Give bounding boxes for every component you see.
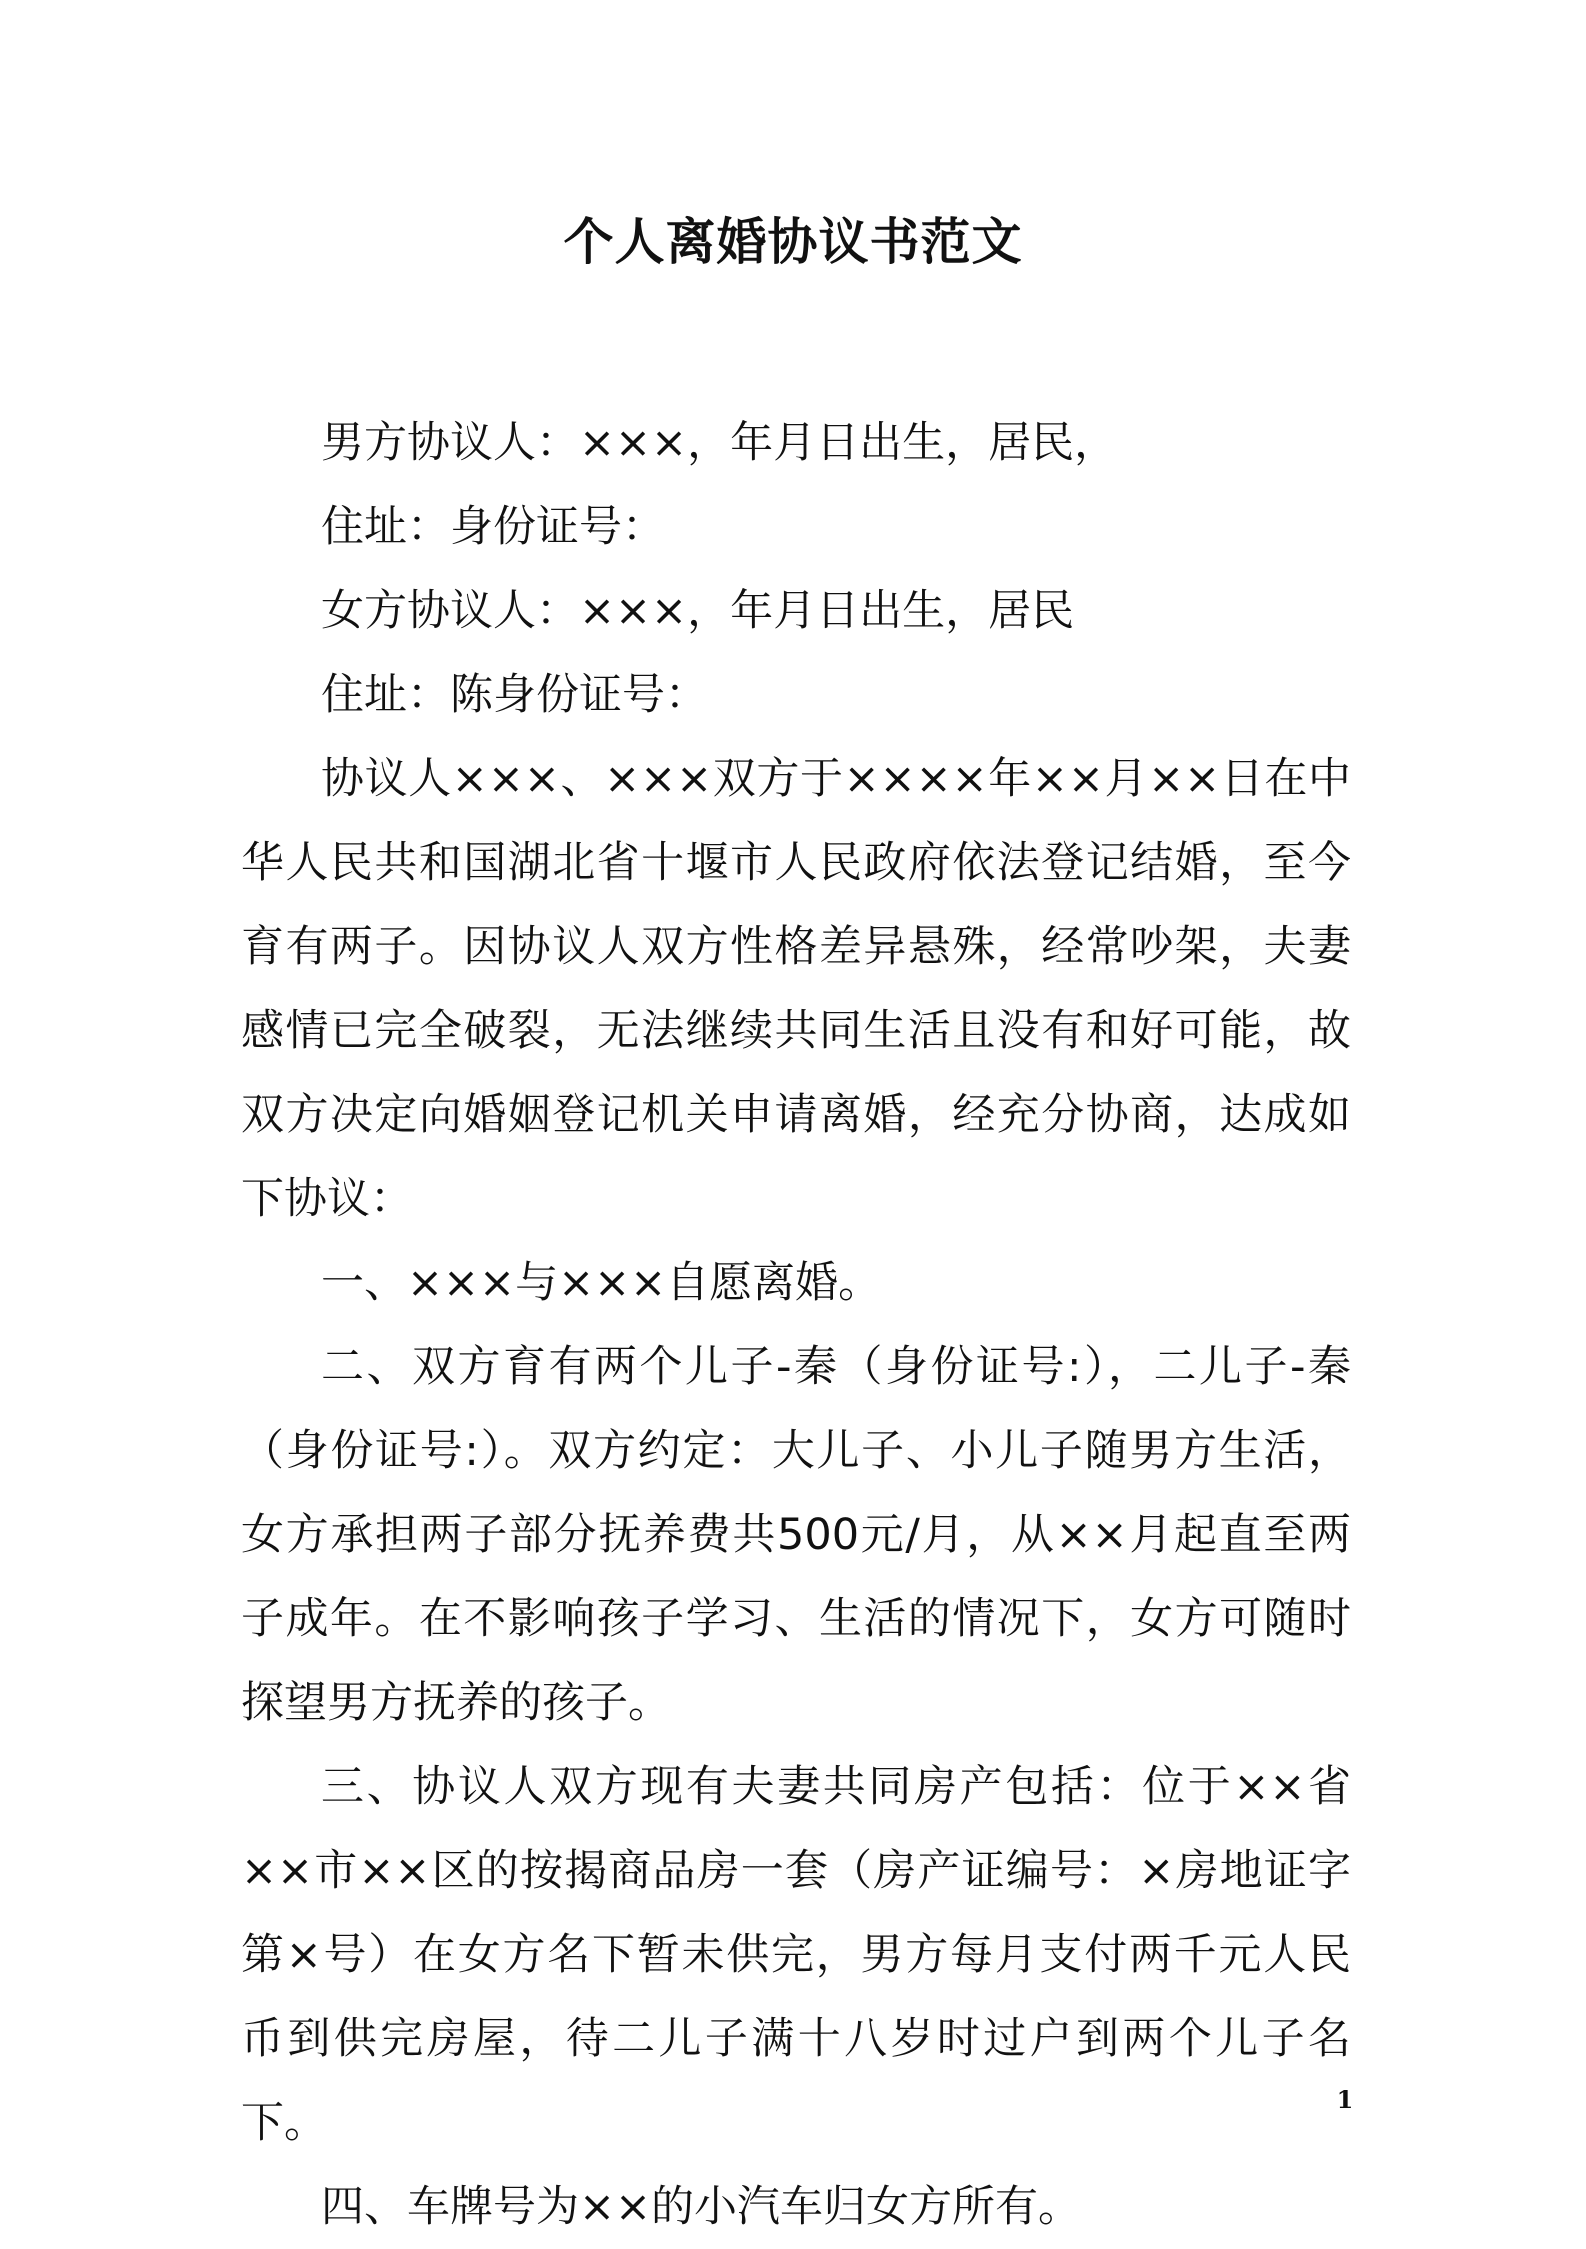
- female-address-line: 住址：陈身份证号：: [321, 670, 708, 720]
- male-address-line: 住址：身份证号：: [321, 502, 665, 552]
- clause-four: 四、车牌号为××的小汽车归女方所有。: [321, 2182, 1082, 2232]
- page-number: 1: [1336, 2085, 1354, 2114]
- male-party-line: 男方协议人：×××，年月日出生，居民，: [321, 418, 1118, 468]
- preamble-paragraph: 协议人×××、×××双方于××××年××月××日在中华人民共和国湖北省十堰市人民政府依法登记结婚，至今育有两子。因协议人双方性格差异悬殊，经常吵架，夫妻感情已完全破裂，无法继续共同生活且没有和好可能，故双方决定向婚姻登记机关申请离婚，经充分协商，达成如下协议：: [241, 754, 1351, 1224]
- clause-three: 三、协议人双方现有夫妻共同房产包括：位于××省××市××区的按揭商品房一套（房产证编号：×房地证字第×号）在女方名下暂未供完，男方每月支付两千元人民币到供完房屋，待二儿子满十八岁时过户到两个儿子名下。: [241, 1762, 1351, 2148]
- clause-one: 一、×××与×××自愿离婚。: [321, 1258, 882, 1308]
- document-title: 个人离婚协议书范文: [563, 212, 1023, 271]
- clause-two: 二、双方育有两个儿子-秦（身份证号:），二儿子-秦（身份证号:）。双方约定：大儿子、小儿子随男方生活，女方承担两子部分抚养费共500元/月，从××月起直至两子成年。在不影响孩子学习、生活的情况下，女方可随时探望男方抚养的孩子。: [241, 1342, 1351, 1728]
- document-body: [241, 401, 1351, 2249]
- female-party-line: 女方协议人：×××，年月日出生，居民: [321, 586, 1075, 636]
